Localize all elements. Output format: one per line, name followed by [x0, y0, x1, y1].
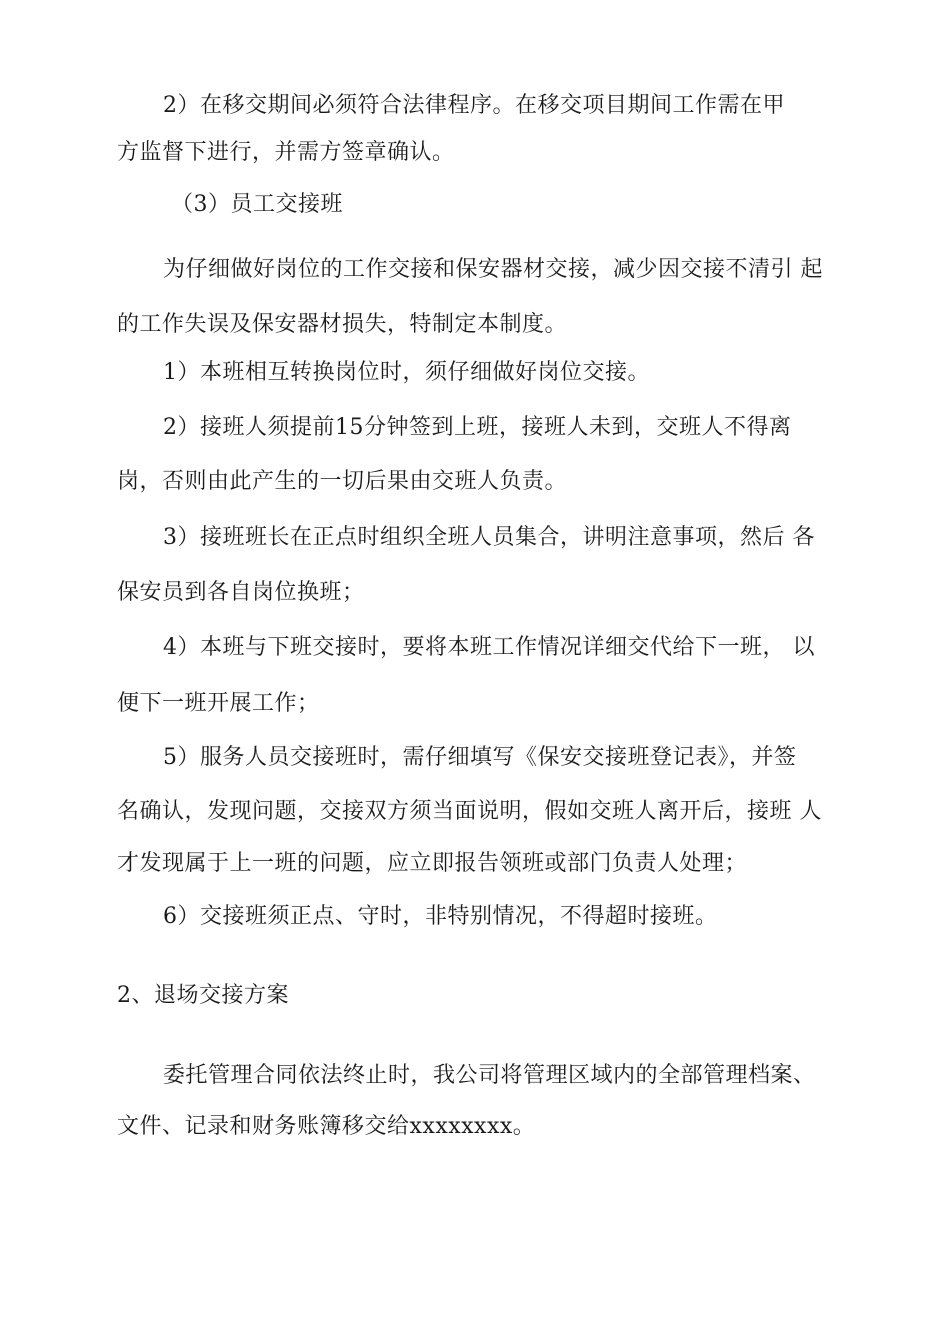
paragraph-line: 文件、记录和财务账簿移交给xxxxxxxx。 — [117, 1114, 536, 1139]
paragraph-line: 6）交接班须正点、守时，非特别情况，不得超时接班。 — [163, 904, 718, 929]
paragraph-line: 为仔细做好岗位的工作交接和保安器材交接，减少因交接不清引 起 — [163, 257, 823, 282]
paragraph-line: 1）本班相互转换岗位时，须仔细做好岗位交接。 — [163, 360, 650, 385]
paragraph-line: 2）接班人须提前15分钟签到上班，接班人未到，交班人不得离 — [163, 415, 792, 440]
paragraph-line: 名确认，发现问题，交接双方须当面说明，假如交班人离开后，接班 人 — [117, 799, 822, 824]
paragraph-line: 4）本班与下班交接时，要将本班工作情况详细交代给下一班， 以 — [163, 635, 815, 660]
paragraph-line: 保安员到各自岗位换班； — [117, 580, 365, 605]
paragraph-line: 委托管理合同依法终止时，我公司将管理区域内的全部管理档案、 — [163, 1063, 816, 1088]
paragraph-line: 3）接班班长在正点时组织全班人员集合，讲明注意事项，然后 各 — [163, 525, 815, 550]
paragraph-line: 5）服务人员交接班时，需仔细填写《保安交接班登记表》，并签 — [163, 745, 797, 770]
paragraph-line: 2）在移交期间必须符合法律程序。在移交项目期间工作需在甲 — [163, 93, 785, 118]
section-heading: （3）员工交接班 — [171, 192, 343, 217]
paragraph-line: 才发现属于上一班的问题，应立即报告领班或部门负责人处理； — [117, 851, 748, 876]
paragraph-line: 岗，否则由此产生的一切后果由交班人负责。 — [117, 469, 568, 494]
paragraph-line: 便下一班开展工作； — [117, 691, 320, 716]
paragraph-line: 的工作失误及保安器材损失，特制定本制度。 — [117, 312, 568, 337]
section-heading: 2、退场交接方案 — [117, 983, 289, 1008]
paragraph-line: 方监督下进行，并需方签章确认。 — [117, 140, 455, 165]
